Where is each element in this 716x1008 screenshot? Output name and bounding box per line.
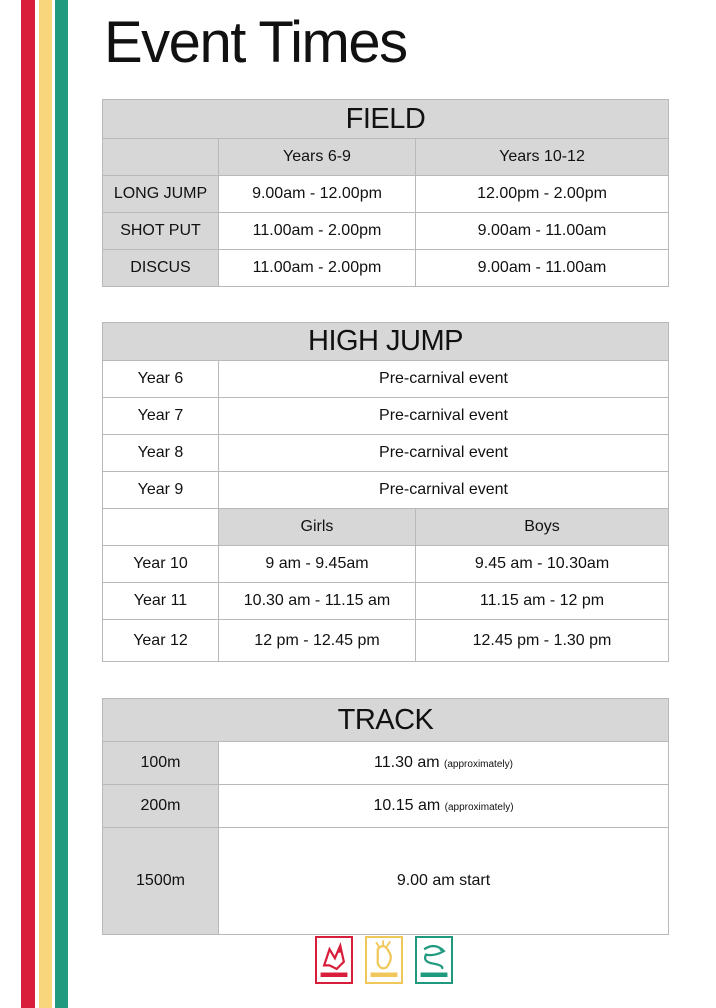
- high-jump-pre-carnival-cell: Pre-carnival event: [219, 361, 669, 398]
- dragon-icon: [315, 936, 353, 984]
- track-event-label: 100m: [103, 742, 219, 785]
- house-logos: [315, 936, 455, 988]
- field-event-label: SHOT PUT: [103, 213, 219, 250]
- high-jump-boys-time: 9.45 am - 10.30am: [416, 546, 669, 583]
- high-jump-table: [102, 322, 669, 662]
- field-time-cell: 11.00am - 2.00pm: [219, 250, 416, 287]
- high-jump-pre-carnival-cell: Pre-carnival event: [219, 398, 669, 435]
- track-time: 11.30 am: [374, 754, 440, 771]
- high-jump-column-header: Girls: [219, 509, 416, 546]
- track-time: 9.00 am start: [396, 872, 491, 889]
- high-jump-year-label: Year 8: [103, 435, 219, 472]
- yellow-stripe: [39, 0, 52, 1008]
- cockatoo-icon: [365, 936, 403, 984]
- field-corner-cell: [103, 139, 219, 176]
- page-title: Event Times: [104, 10, 407, 75]
- high-jump-girls-time: 9 am - 9.45am: [219, 546, 416, 583]
- track-table: [102, 698, 669, 935]
- high-jump-girls-time: 12 pm - 12.45 pm: [219, 620, 416, 662]
- high-jump-boys-time: 12.45 pm - 1.30 pm: [416, 620, 669, 662]
- field-heading: FIELD: [103, 100, 669, 139]
- track-event-label: 1500m: [103, 828, 219, 935]
- green-stripe: [55, 0, 68, 1008]
- field-event-label: LONG JUMP: [103, 176, 219, 213]
- high-jump-girls-time: 10.30 am - 11.15 am: [219, 583, 416, 620]
- field-time-cell: 11.00am - 2.00pm: [219, 213, 416, 250]
- track-time-cell: [219, 785, 669, 828]
- high-jump-pre-carnival-cell: Pre-carnival event: [219, 435, 669, 472]
- high-jump-year-label: Year 7: [103, 398, 219, 435]
- track-time-cell: [219, 742, 669, 785]
- field-column-header: Years 10-12: [416, 139, 669, 176]
- high-jump-year-label: Year 9: [103, 472, 219, 509]
- field-time-cell: 9.00am - 11.00am: [416, 213, 669, 250]
- high-jump-year-label: Year 6: [103, 361, 219, 398]
- high-jump-pre-carnival-cell: Pre-carnival event: [219, 472, 669, 509]
- serpent-icon: [415, 936, 453, 984]
- high-jump-year-label: Year 10: [103, 546, 219, 583]
- track-time-note: (approximately): [444, 802, 514, 813]
- red-stripe: [21, 0, 35, 1008]
- high-jump-boys-time: 11.15 am - 12 pm: [416, 583, 669, 620]
- high-jump-year-label: Year 11: [103, 583, 219, 620]
- track-time-cell: [219, 828, 669, 935]
- high-jump-heading: HIGH JUMP: [103, 323, 669, 361]
- field-time-cell: 9.00am - 12.00pm: [219, 176, 416, 213]
- field-event-label: DISCUS: [103, 250, 219, 287]
- track-heading: TRACK: [103, 699, 669, 742]
- field-column-header: Years 6-9: [219, 139, 416, 176]
- high-jump-corner-cell: [103, 509, 219, 546]
- track-time-note: (approximately): [444, 759, 513, 770]
- field-table: [102, 99, 669, 287]
- track-event-label: 200m: [103, 785, 219, 828]
- track-time: 10.15 am: [373, 797, 441, 814]
- high-jump-year-label: Year 12: [103, 620, 219, 662]
- field-time-cell: 12.00pm - 2.00pm: [416, 176, 669, 213]
- field-time-cell: 9.00am - 11.00am: [416, 250, 669, 287]
- high-jump-column-header: Boys: [416, 509, 669, 546]
